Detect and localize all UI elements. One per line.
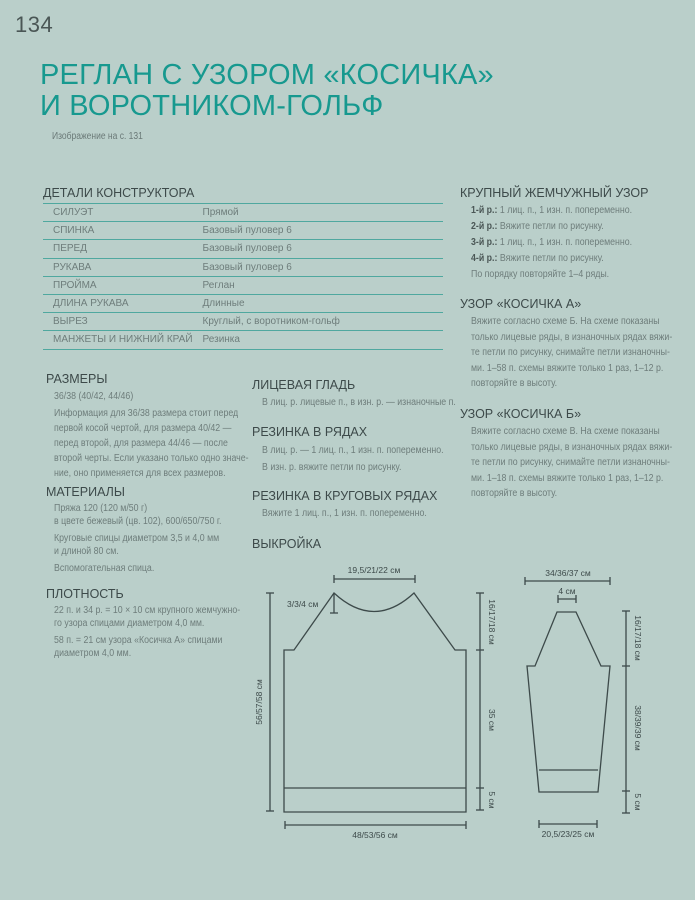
details-key: СИЛУЭТ: [43, 204, 193, 222]
cable-a-text: Вяжите согласно схеме Б. На схеме показаны только лицевые ряды, в изнаночных рядах вяжи- те петли по рисунку, снимайте петли изнаночны- ми. 1–58 п. схемы вяжите только 1 раз, 1–12 р. повторяйте в высоту.: [471, 316, 673, 389]
details-heading: ДЕТАЛИ КОНСТРУКТОРА: [43, 186, 195, 200]
details-key: МАНЖЕТЫ И НИЖНИЙ КРАЙ: [43, 331, 193, 349]
sleeve-outline: [527, 612, 610, 792]
neck-depth-label: 3/3/4 см: [287, 599, 319, 609]
density-heading: ПЛОТНОСТЬ: [46, 587, 124, 601]
raglan-height-label: 16/17/18 см: [487, 599, 497, 645]
details-key: ДЛИНА РУКАВА: [43, 294, 193, 312]
density-cable: 58 п. = 21 см узора «Косичка А» спицами диаметром 4,0 мм.: [54, 635, 223, 659]
pearl-row: 4-й р.: Вяжите петли по рисунку.: [471, 253, 604, 264]
body-width-label: 48/53/56 см: [352, 830, 398, 840]
body-height-label: 35 см: [487, 709, 497, 731]
total-length-label: 56/57/58 см: [254, 679, 264, 725]
cuff-width-label: 20,5/23/25 см: [541, 829, 595, 839]
details-value: Резинка: [193, 331, 443, 349]
cap-width-label: 4 см: [558, 586, 576, 596]
details-key: ПЕРЕД: [43, 240, 193, 258]
details-value: Прямой: [193, 204, 443, 222]
rib-round-text: Вяжите 1 лиц. п., 1 изн. п. попеременно.: [262, 508, 427, 519]
sleeve-raglan-height-label: 16/17/18 см: [633, 615, 643, 661]
pearl-row: 1-й р.: 1 лиц. п., 1 изн. п. попеременно.: [471, 205, 633, 216]
details-key: СПИНКА: [43, 222, 193, 240]
sizes-note: Информация для 36/38 размера стоит перед первой косой чертой, для размера 40/42 — перед второй, для размера 44/46 — после второй черты. Если указано только одно значе- ние, оно применяется для всех размеров.: [54, 408, 249, 479]
yarn-info: Пряжа 120 (120 м/50 г) в цвете бежевый (цв. 102), 600/650/750 г.: [54, 503, 222, 527]
rib-round-heading: РЕЗИНКА В КРУГОВЫХ РЯДАХ: [252, 489, 438, 503]
rib-rows-section: В лиц. р. — 1 лиц. п., 1 изн. п. попеременно. В изн. р. вяжите петли по рисунку.: [262, 445, 444, 473]
details-value: Базовый пуловер 6: [193, 240, 443, 258]
title-line-2: И ВОРОТНИКОМ-ГОЛЬФ: [40, 90, 384, 122]
cable-a-heading: УЗОР «КОСИЧКА А»: [460, 297, 582, 311]
sizes-value: 36/38 (40/42, 44/46): [54, 391, 134, 402]
needles-info: Круговые спицы диаметром 3,5 и 4,0 мм и длиной 80 см.: [54, 533, 220, 557]
pearl-footer: По порядку повторяйте 1–4 ряды.: [471, 269, 610, 280]
details-key: ВЫРЕЗ: [43, 313, 193, 331]
pearl-heading: КРУПНЫЙ ЖЕМЧУЖНЫЙ УЗОР: [460, 186, 649, 200]
pattern-heading: ВЫКРОЙКА: [252, 537, 322, 551]
sleeve-length-label: 38/39/39 см: [633, 705, 643, 751]
sizes-heading: РАЗМЕРЫ: [46, 372, 108, 386]
rib-rows-heading: РЕЗИНКА В РЯДАХ: [252, 425, 368, 439]
title-line-1: РЕГЛАН С УЗОРОМ «КОСИЧКА»: [40, 59, 494, 91]
details-value: Базовый пуловер 6: [193, 258, 443, 276]
density-pearl: 22 п. и 34 р. = 10 × 10 см крупного жемчужно- го узора спицами диаметром 4,0 мм.: [54, 605, 241, 629]
details-value: Длинные: [193, 294, 443, 312]
page-number: 134: [15, 12, 54, 37]
materials-heading: МАТЕРИАЛЫ: [46, 485, 125, 499]
body-outline: [284, 593, 466, 812]
details-value: Реглан: [193, 276, 443, 294]
rib-height-label: 5 см: [487, 791, 497, 809]
details-key: ПРОЙМА: [43, 276, 193, 294]
stockinette-heading: ЛИЦЕВАЯ ГЛАДЬ: [252, 378, 356, 392]
details-value: Базовый пуловер 6: [193, 222, 443, 240]
aux-needle-info: Вспомогательная спица.: [54, 563, 155, 574]
cuff-height-label: 5 см: [633, 793, 643, 811]
details-key: РУКАВА: [43, 258, 193, 276]
image-reference: Изображение на с. 131: [52, 131, 143, 142]
details-value: Круглый, с воротником-гольф: [193, 313, 443, 331]
cable-b-heading: УЗОР «КОСИЧКА Б»: [460, 407, 582, 421]
sleeve-top-width-label: 34/36/37 см: [545, 568, 591, 578]
pearl-row: 3-й р.: 1 лиц. п., 1 изн. п. попеременно.: [471, 237, 633, 248]
cable-b-text: Вяжите согласно схеме В. На схеме показаны только лицевые ряды, в изнаночных рядах вяжи- те петли по рисунку, снимайте петли изнаночны- ми. 1–18 п. схемы вяжите только 1 раз, 1–12 р. повторяйте в высоту.: [471, 426, 673, 499]
pearl-row: 2-й р.: Вяжите петли по рисунку.: [471, 221, 604, 232]
stockinette-text: В лиц. р. лицевые п., в изн. р. — изнаночные п.: [262, 397, 456, 408]
neck-width-label: 19,5/21/22 см: [347, 565, 401, 575]
